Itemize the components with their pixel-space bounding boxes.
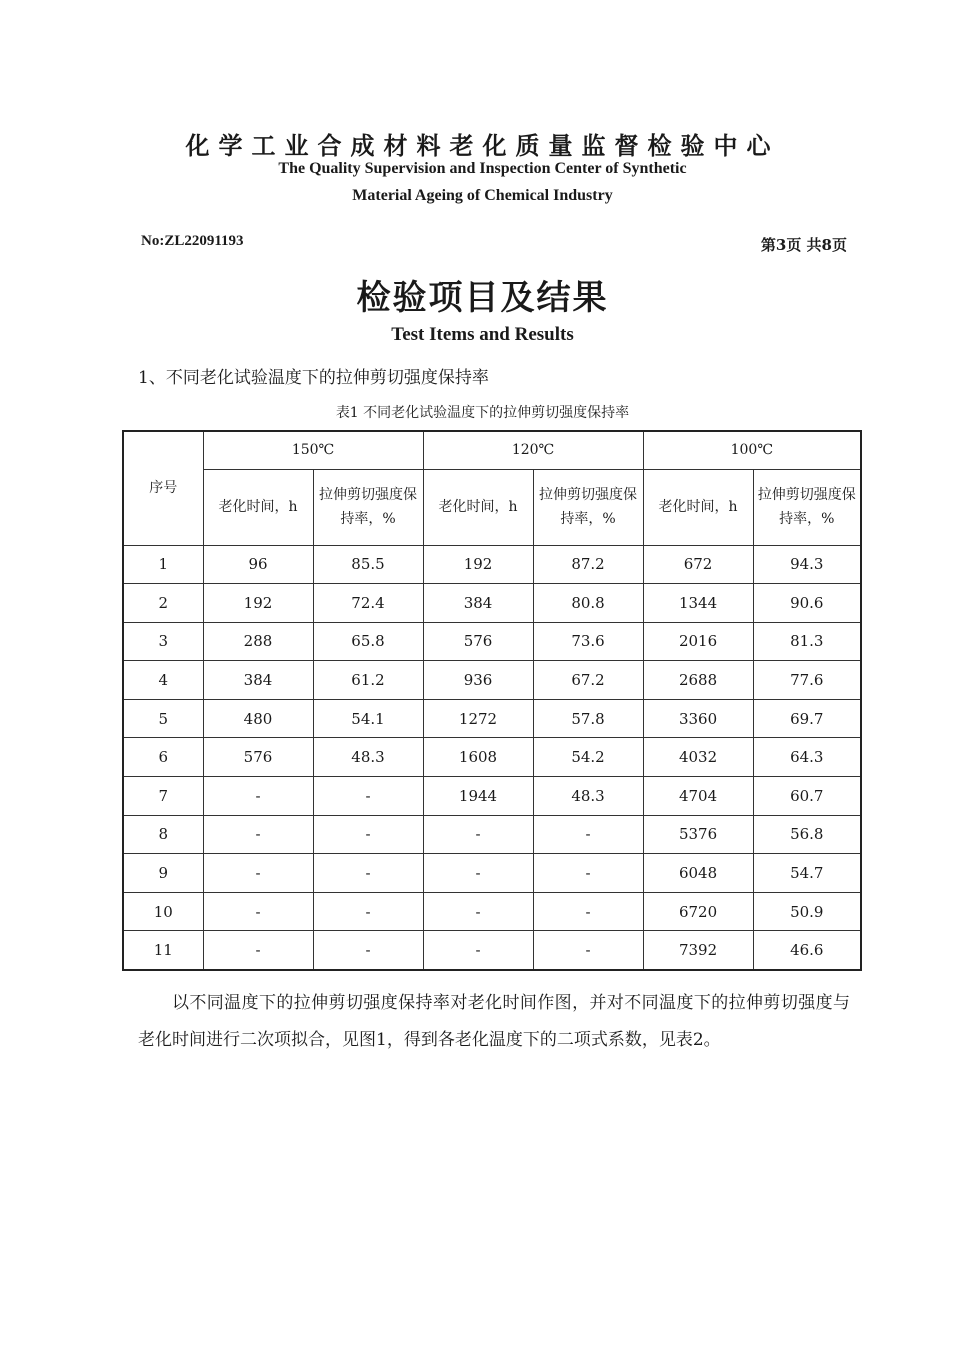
table-cell: - xyxy=(313,931,423,970)
table-caption: 表1 不同老化试验温度下的拉伸剪切强度保持率 xyxy=(335,405,630,421)
table-cell: - xyxy=(313,777,423,816)
table-cell: 69.7 xyxy=(753,699,861,738)
table-cell: - xyxy=(313,892,423,931)
table-cell: 192 xyxy=(423,545,533,584)
table-cell: 77.6 xyxy=(753,661,861,700)
table-cell: - xyxy=(203,931,313,970)
table-body xyxy=(123,545,861,970)
table-cell: 4032 xyxy=(643,738,753,777)
row-index-cell: 6 xyxy=(123,738,203,777)
results-table xyxy=(122,430,862,971)
row-index-cell: 9 xyxy=(123,854,203,893)
table-cell: 50.9 xyxy=(753,892,861,931)
table-cell: 54.1 xyxy=(313,699,423,738)
header-aging-time: 老化时间，h xyxy=(203,469,313,545)
table-row xyxy=(123,738,861,777)
table-cell: 48.3 xyxy=(313,738,423,777)
table-cell: - xyxy=(203,892,313,931)
table-cell: 192 xyxy=(203,584,313,623)
header-temp-150: 150℃ xyxy=(203,431,423,469)
table-cell: 60.7 xyxy=(753,777,861,816)
table-row xyxy=(123,892,861,931)
row-index-cell: 7 xyxy=(123,777,203,816)
table-row xyxy=(123,777,861,816)
table-cell: 54.7 xyxy=(753,854,861,893)
table-row xyxy=(123,661,861,700)
body-paragraph: 以不同温度下的拉伸剪切强度保持率对老化时间作图，并对不同温度下的拉伸剪切强度与老化时间进行二次项拟合，见图1，得到各老化温度下的二项式系数，见表2。 xyxy=(138,993,850,1050)
page-indicator: 第3页 共8页 xyxy=(760,236,847,254)
row-index-cell: 10 xyxy=(123,892,203,931)
row-index-cell: 5 xyxy=(123,699,203,738)
table-cell: - xyxy=(533,854,643,893)
table-cell: 81.3 xyxy=(753,622,861,661)
table-row xyxy=(123,815,861,854)
table-cell: 67.2 xyxy=(533,661,643,700)
table-cell: 5376 xyxy=(643,815,753,854)
table-cell: - xyxy=(533,892,643,931)
table-cell: 288 xyxy=(203,622,313,661)
table-cell: 2016 xyxy=(643,622,753,661)
table-row xyxy=(123,622,861,661)
table-cell: - xyxy=(423,892,533,931)
organization-name-en-line1: The Quality Supervision and Inspection Center of Synthetic xyxy=(278,160,687,177)
table-cell: 87.2 xyxy=(533,545,643,584)
table-cell: 6720 xyxy=(643,892,753,931)
table-cell: 576 xyxy=(203,738,313,777)
table-cell: 46.6 xyxy=(753,931,861,970)
table-cell: 1944 xyxy=(423,777,533,816)
row-index-cell: 1 xyxy=(123,545,203,584)
row-index-cell: 2 xyxy=(123,584,203,623)
table-cell: - xyxy=(423,854,533,893)
header-temp-100: 100℃ xyxy=(643,431,861,469)
table-cell: 3360 xyxy=(643,699,753,738)
table-cell: 94.3 xyxy=(753,545,861,584)
table-cell: 480 xyxy=(203,699,313,738)
header-aging-time: 老化时间，h xyxy=(423,469,533,545)
table-cell: 6048 xyxy=(643,854,753,893)
table-cell: 54.2 xyxy=(533,738,643,777)
report-number: No:ZL22091193 xyxy=(141,233,244,249)
row-index-cell: 3 xyxy=(123,622,203,661)
table-cell: 576 xyxy=(423,622,533,661)
table-cell: - xyxy=(203,854,313,893)
table-row xyxy=(123,854,861,893)
table-cell: 672 xyxy=(643,545,753,584)
table-cell: 64.3 xyxy=(753,738,861,777)
table-cell: - xyxy=(423,815,533,854)
table-cell: 936 xyxy=(423,661,533,700)
table-cell: 56.8 xyxy=(753,815,861,854)
table-cell: 96 xyxy=(203,545,313,584)
table-cell: - xyxy=(423,931,533,970)
row-index-cell: 11 xyxy=(123,931,203,970)
table-row xyxy=(123,699,861,738)
table-cell: 2688 xyxy=(643,661,753,700)
table-row xyxy=(123,545,861,584)
table-cell: 57.8 xyxy=(533,699,643,738)
table-cell: 73.6 xyxy=(533,622,643,661)
table-cell: 48.3 xyxy=(533,777,643,816)
table-cell: - xyxy=(203,777,313,816)
table-cell: 4704 xyxy=(643,777,753,816)
organization-name-cn: 化学工业合成材料老化质量监督检验中心 xyxy=(185,131,780,160)
table-cell: 65.8 xyxy=(313,622,423,661)
header-aging-time: 老化时间，h xyxy=(643,469,753,545)
header-index: 序号 xyxy=(123,431,203,545)
header-retention-rate: 拉伸剪切强度保持率，% xyxy=(753,469,861,545)
table-cell: 1272 xyxy=(423,699,533,738)
table-cell: 1344 xyxy=(643,584,753,623)
table-cell: 1608 xyxy=(423,738,533,777)
table-row xyxy=(123,931,861,970)
table-cell: 61.2 xyxy=(313,661,423,700)
header-temp-120: 120℃ xyxy=(423,431,643,469)
header-retention-rate: 拉伸剪切强度保持率，% xyxy=(313,469,423,545)
header-retention-rate: 拉伸剪切强度保持率，% xyxy=(533,469,643,545)
table-cell: 90.6 xyxy=(753,584,861,623)
table-cell: 85.5 xyxy=(313,545,423,584)
table-cell: 384 xyxy=(423,584,533,623)
table-cell: - xyxy=(313,815,423,854)
page-title: 检验项目及结果 xyxy=(356,278,609,318)
row-index-cell: 8 xyxy=(123,815,203,854)
table-cell: 80.8 xyxy=(533,584,643,623)
page-title-en: Test Items and Results xyxy=(391,324,574,345)
table-cell: - xyxy=(533,931,643,970)
table-cell: - xyxy=(203,815,313,854)
table-row xyxy=(123,584,861,623)
row-index-cell: 4 xyxy=(123,661,203,700)
section-heading: 1、不同老化试验温度下的拉伸剪切强度保持率 xyxy=(138,368,489,388)
organization-name-en-line2: Material Ageing of Chemical Industry xyxy=(352,187,613,204)
table-cell: 7392 xyxy=(643,931,753,970)
table-cell: - xyxy=(533,815,643,854)
table-cell: 384 xyxy=(203,661,313,700)
table-cell: 72.4 xyxy=(313,584,423,623)
table-cell: - xyxy=(313,854,423,893)
